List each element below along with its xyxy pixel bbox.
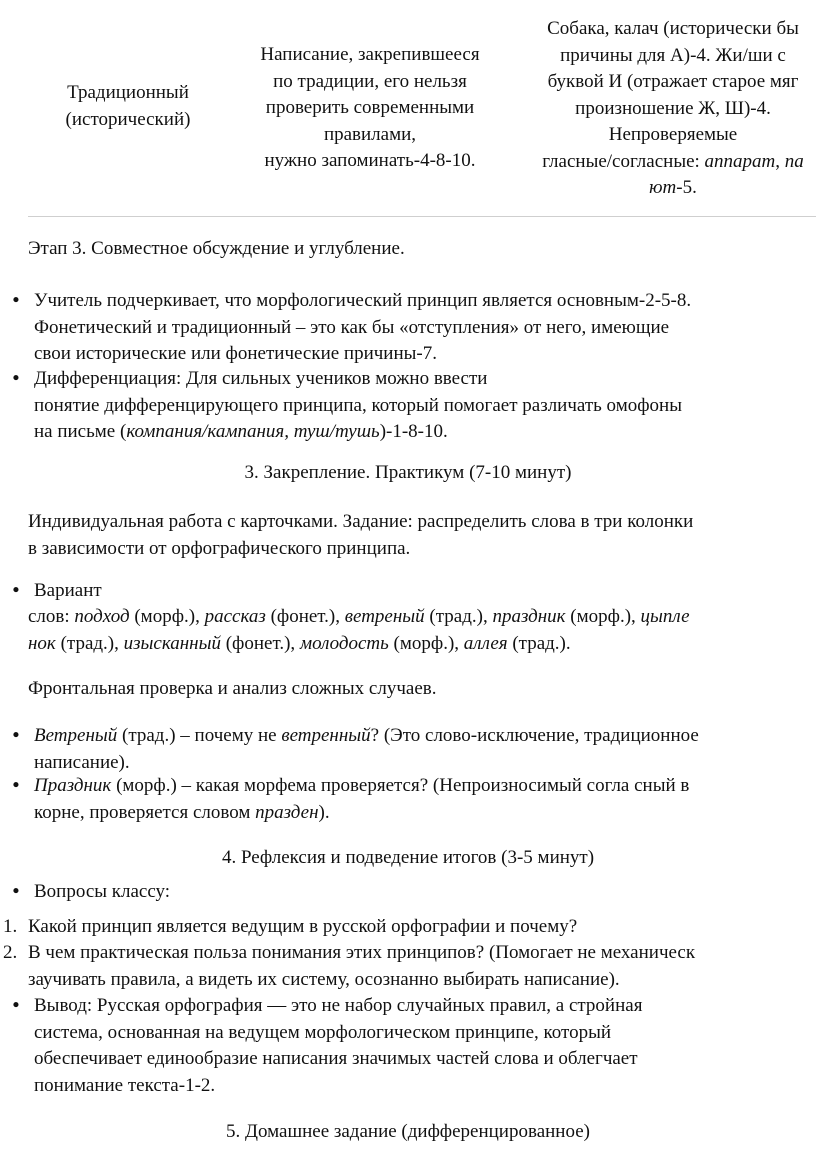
text-line bbox=[34, 723, 816, 750]
example-word: празден bbox=[255, 801, 319, 823]
example-words: компания/кампания, туш/тушь bbox=[126, 421, 380, 442]
cell-line: нужно запоминать-4-8-10. bbox=[264, 150, 476, 171]
cell-line: (исторический) bbox=[65, 108, 191, 130]
principle-table-row bbox=[0, 0, 816, 210]
example-word: ветренный bbox=[281, 725, 371, 746]
text-run: ? (Это слово-исключение, традиционное bbox=[370, 725, 699, 746]
list-item-text bbox=[34, 723, 816, 776]
text-run: (трад.). bbox=[507, 632, 571, 654]
text-line: Вывод: Русская орфография — это не набор случайных правил, а стройная bbox=[34, 995, 643, 1016]
text-line: Вариант bbox=[34, 580, 102, 601]
cell-line bbox=[508, 149, 816, 176]
example-word: Ветреный bbox=[34, 725, 118, 746]
example-word: молодость bbox=[299, 632, 389, 654]
item-number: 2. bbox=[3, 942, 18, 963]
text-line: заучивать правила, а видеть их систему, осознанно выбирать написание). bbox=[28, 968, 620, 990]
frontal-check-paragraph: Фронтальная проверка и анализ сложных случаев. bbox=[28, 678, 437, 699]
bullet-icon: • bbox=[12, 995, 20, 1016]
text-run: (трад.) – почему не bbox=[117, 725, 282, 746]
text-line: В чем практическая польза понимания этих принципов? (Помогает не механическ bbox=[28, 942, 696, 963]
text-run: слов: bbox=[28, 606, 75, 627]
cell-line bbox=[508, 175, 816, 202]
homework-heading: 5. Домашнее задание (дифференцированное) bbox=[226, 1121, 590, 1142]
bullet-icon: • bbox=[12, 290, 20, 311]
text-run: на письме ( bbox=[34, 421, 127, 442]
text-run: (морф.), bbox=[388, 632, 464, 654]
example-word: праздник bbox=[492, 606, 566, 627]
text-line: Дифференциация: Для сильных учеников можно ввести bbox=[34, 368, 488, 389]
text-line: написание). bbox=[34, 751, 130, 773]
text-run: )-1-8-10. bbox=[379, 421, 448, 442]
cell-line: произношение Ж, Ш)-4. bbox=[575, 97, 771, 119]
example-word: ют bbox=[649, 177, 677, 198]
table-cell-principle bbox=[28, 80, 228, 133]
example-word: рассказ bbox=[204, 606, 266, 627]
text-line: обеспечивает единообразие написания значимых частей слова и облегчает bbox=[34, 1048, 638, 1069]
text-line: Фонетический и традиционный – это как бы «отступления» от него, имеющие bbox=[34, 316, 670, 338]
list-item-text: Вопросы классу: bbox=[34, 881, 171, 902]
word-list bbox=[28, 604, 816, 657]
table-cell-definition bbox=[225, 42, 515, 175]
cell-line: по традиции, его нельзя bbox=[273, 70, 467, 92]
text-line: свои исторические или фонетические причины-7. bbox=[34, 343, 437, 364]
cell-text: гласные/согласные: bbox=[542, 150, 705, 172]
list-item-text bbox=[34, 288, 816, 368]
text-line bbox=[34, 419, 816, 446]
text-line bbox=[28, 631, 816, 658]
item-number: 1. bbox=[3, 916, 18, 937]
text-line bbox=[34, 773, 816, 800]
example-word: нок bbox=[28, 632, 56, 654]
cell-line: Традиционный bbox=[67, 82, 189, 103]
numbered-item-text: Какой принцип является ведущим в русской орфографии и почему? bbox=[28, 916, 578, 937]
example-word: аппарат bbox=[704, 150, 776, 172]
example-word: аллея bbox=[463, 632, 508, 654]
text-run: ). bbox=[318, 801, 330, 823]
text-line: понимание текста-1-2. bbox=[34, 1074, 216, 1096]
example-word: цыпле bbox=[640, 606, 690, 627]
cell-text: , bbox=[775, 150, 785, 172]
text-run: (трад.), bbox=[55, 632, 124, 654]
list-item-text bbox=[34, 366, 816, 446]
cell-line: правилами, bbox=[323, 123, 417, 145]
text-line: понятие дифференцирующего принципа, который помогает различать омофоны bbox=[34, 394, 682, 416]
text-run: (фонет.), bbox=[220, 632, 300, 654]
reflection-heading: 4. Рефлексия и подведение итогов (3-5 минут) bbox=[221, 847, 595, 868]
example-word: Праздник bbox=[34, 775, 112, 796]
text-line: Индивидуальная работа с карточками. Задание: распределить слова в три колонки bbox=[28, 511, 694, 532]
list-item-text bbox=[34, 578, 816, 605]
practice-heading: 3. Закрепление. Практикум (7-10 минут) bbox=[244, 462, 572, 483]
table-bottom-border bbox=[28, 216, 816, 217]
text-line: в зависимости от орфографического принципа. bbox=[28, 537, 411, 559]
stage3-heading: Этап 3. Совместное обсуждение и углубление. bbox=[28, 238, 405, 259]
text-line bbox=[28, 604, 816, 631]
text-line: система, основанная на ведущем морфологическом принципе, который bbox=[34, 1021, 612, 1043]
text-run: корне, проверяется словом bbox=[34, 801, 256, 823]
cell-line: Непроверяемые bbox=[608, 124, 738, 145]
bullet-icon: • bbox=[12, 725, 20, 746]
text-run: (морф.), bbox=[129, 606, 205, 627]
example-word: па bbox=[784, 150, 804, 172]
text-line bbox=[34, 800, 816, 827]
cell-line: Собака, калач (исторически бы bbox=[547, 18, 799, 39]
bullet-icon: • bbox=[12, 775, 20, 796]
cell-line: проверить современными bbox=[265, 97, 475, 118]
text-run: (фонет.), bbox=[265, 606, 345, 627]
bullet-icon: • bbox=[12, 368, 20, 389]
text-run: (морф.) – какая морфема проверяется? (Непроизносимый согла сный в bbox=[111, 775, 690, 796]
assignment-paragraph bbox=[28, 509, 816, 562]
example-word: ветреный bbox=[344, 606, 425, 627]
cell-line: буквой И (отражает старое мяг bbox=[547, 71, 799, 92]
text-run: (трад.), bbox=[424, 606, 493, 627]
list-item-text bbox=[34, 993, 816, 1099]
text-line: Учитель подчеркивает, что морфологический принцип является основным-2-5-8. bbox=[34, 290, 692, 311]
bullet-icon: • bbox=[12, 580, 20, 601]
table-cell-examples bbox=[508, 16, 816, 202]
text-run: (морф.), bbox=[565, 606, 641, 627]
bullet-icon: • bbox=[12, 881, 20, 902]
example-word: подход bbox=[74, 606, 130, 627]
numbered-item-text bbox=[28, 940, 816, 993]
example-word: изысканный bbox=[123, 632, 221, 654]
list-item-text bbox=[34, 773, 816, 826]
cell-line: Написание, закрепившееся bbox=[260, 44, 480, 65]
cell-text: -5. bbox=[676, 177, 697, 198]
cell-line: причины для А)-4. Жи/ши с bbox=[560, 44, 786, 66]
